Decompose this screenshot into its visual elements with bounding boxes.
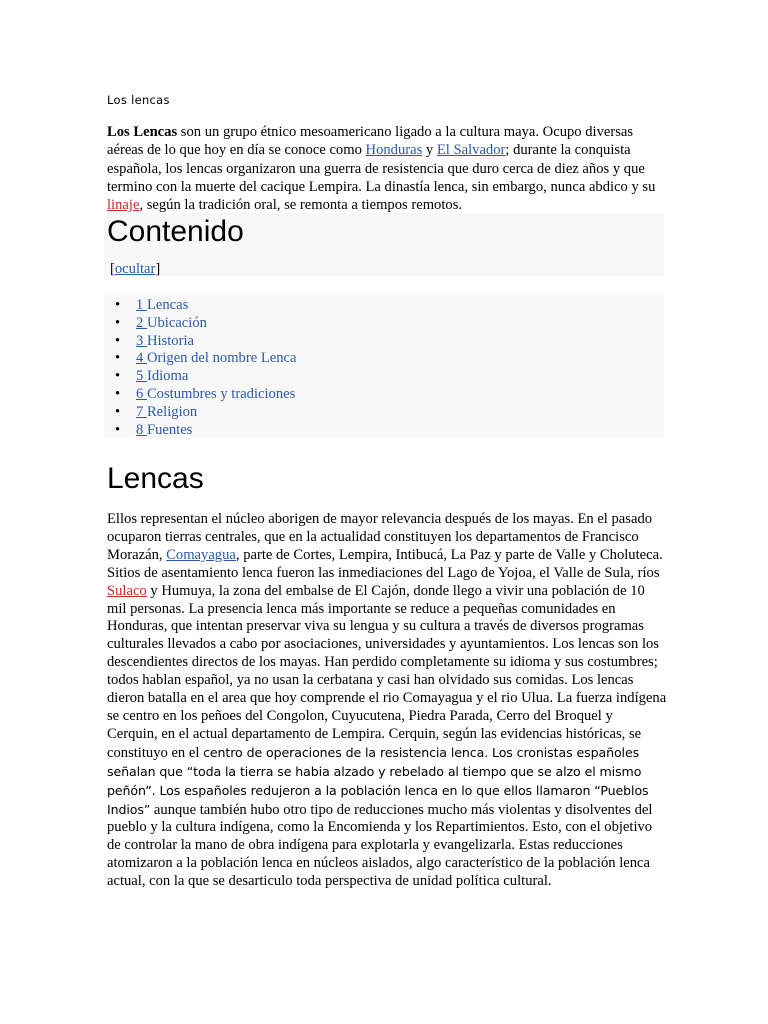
toc-item-label: Religion xyxy=(146,403,198,420)
section-paragraph xyxy=(107,511,667,891)
section-text-1: Ellos representan el núcleo aborigen de mayor relevancia después de los mayas. En el pasado ocuparon tierras centrales, que en la actualidad constituyen los departamentos de Francisco Morazán, xyxy=(107,511,653,563)
toc-item-label: Lencas xyxy=(146,297,189,313)
toc-toggle xyxy=(110,261,160,278)
toc-link-religion[interactable] xyxy=(136,404,197,420)
toc-item xyxy=(107,315,296,333)
toc-hide-link[interactable]: ocultar xyxy=(114,261,156,277)
bullet-icon: • xyxy=(115,421,121,438)
intro-text-2: y xyxy=(422,142,437,159)
section-heading-lencas: Lencas xyxy=(107,462,204,495)
intro-paragraph xyxy=(107,123,667,214)
bullet-icon: • xyxy=(115,297,121,313)
intro-text-3: ; durante la conquista española, los lencas organizaron una guerra de resistencia que duro cerca de diez años y que termino con la muerte del cacique Lempira. La dinastía lenca, sin embargo, nunca abdico y su xyxy=(107,142,656,195)
link-sulaco[interactable]: Sulaco xyxy=(107,582,147,599)
toc-item-label: Historia xyxy=(146,332,194,349)
link-el-salvador[interactable]: El Salvador xyxy=(436,142,506,159)
bullet-icon: • xyxy=(115,332,121,349)
bullet-icon: • xyxy=(115,385,121,402)
document-title: Los lencas xyxy=(107,93,170,107)
toc-item-number: 2 xyxy=(136,314,147,331)
toc-item xyxy=(107,368,296,386)
toc-link-costumbres[interactable] xyxy=(136,386,295,402)
toc-item-number: 1 xyxy=(136,297,147,313)
toc-item xyxy=(107,404,296,422)
toc-toggle-open-bracket: [ xyxy=(110,261,115,277)
section-text-3: y Humuya, la zona del embalse de El Cajón, donde llego a vivir una población de 10 mil personas. La presencia lenca más importante se reduce a pequeñas comunidades en Honduras, que intentan preservar viva su lengua y su cultura a través de diversos programas culturales llevados a cabo por asociaciones, universidades y ayuntamientos. Los lencas son los descendientes directos de los mayas. Han perdido completamente su idioma y sus costumbres; todos hablan español, ya no usan la cerbatana y casi han olvidado sus comidas. Los lencas dieron batalla en el area que hoy comprende el rio Comayagua y el rio Ulua. La fuerza indígena se centro en los peñoes del Congolon, Cuyucutena, Piedra Parada, Cerro del Broquel y Cerquin, en el actual departamento de Lempira. Cerquin, según las evidencias históricas, se constituyo en el xyxy=(107,582,667,761)
toc-link-historia[interactable] xyxy=(136,333,194,349)
toc-toggle-close-bracket: ] xyxy=(155,261,161,277)
toc-item-number: 6 xyxy=(136,385,147,402)
toc-item xyxy=(107,350,296,368)
toc-item xyxy=(107,386,296,404)
toc-item xyxy=(107,297,296,315)
toc-item-label: Ubicación xyxy=(146,314,207,331)
toc-item-label: Costumbres y tradiciones xyxy=(146,385,296,402)
toc-item-label: Fuentes xyxy=(146,421,193,438)
toc-item xyxy=(107,422,296,440)
intro-bold-lead: Los Lencas xyxy=(107,124,178,140)
bullet-icon: • xyxy=(115,368,121,385)
toc-link-origen[interactable] xyxy=(136,350,296,366)
bullet-icon: • xyxy=(115,403,121,420)
link-comayagua[interactable]: Comayagua xyxy=(166,546,236,563)
toc-item-number: 3 xyxy=(136,332,147,349)
bullet-icon: • xyxy=(115,350,121,367)
toc-list xyxy=(107,297,296,439)
toc-link-idioma[interactable] xyxy=(136,368,188,384)
toc-link-fuentes[interactable] xyxy=(136,422,192,438)
section-text-5: aunque también hubo otro tipo de reducciones mucho más violentas y disolventes del pueblo y la cultura indígena, como la Encomienda y los Repartimientos. Esto, con el objetivo de controlar la mano de obra indígena para explotarla y evangelizarla. Estas reducciones atomizaron a la población lenca en núcleos aislados, algo característico de la población lenca actual, con la que se desarticulo toda perspectiva de unidad política cultural. xyxy=(107,801,653,890)
intro-text-1: son un grupo étnico mesoamericano ligado a la cultura maya. Ocupo diversas aéreas de lo que hoy en día se conoce como xyxy=(107,124,634,159)
toc-item-number: 4 xyxy=(136,350,147,367)
toc-item-number: 5 xyxy=(136,368,147,385)
intro-text-4: , según la tradición oral, se remonta a tiempos remotos. xyxy=(139,197,463,214)
toc-heading: Contenido xyxy=(107,215,244,248)
toc-item-number: 8 xyxy=(136,421,147,438)
section-text-2: , parte de Cortes, Lempira, Intibucá, La Paz y parte de Valle y Choluteca. Sitios de asentamiento lenca fueron las inmediaciones del Lago de Yojoa, el Valle de Sula, ríos xyxy=(107,546,663,581)
toc-link-ubicacion[interactable] xyxy=(136,315,207,331)
link-honduras[interactable]: Honduras xyxy=(365,142,423,159)
link-linaje[interactable]: linaje xyxy=(107,197,140,214)
toc-link-lencas[interactable] xyxy=(136,297,188,313)
toc-item-label: Idioma xyxy=(146,368,189,385)
bullet-icon: • xyxy=(115,314,121,331)
toc-item xyxy=(107,333,296,351)
toc-item-number: 7 xyxy=(136,403,147,420)
toc-item-label: Origen del nombre Lenca xyxy=(146,350,297,367)
section-text-sans: centro de operaciones de la resistencia lenca. Los cronistas españoles señalan que “toda la tierra se habia alzado y rebelado al tiempo que se alzo el mismo peñón”. Los españoles redujeron a la población lenca en lo que ellos llamaron “Pueblos Indios” xyxy=(107,744,649,817)
